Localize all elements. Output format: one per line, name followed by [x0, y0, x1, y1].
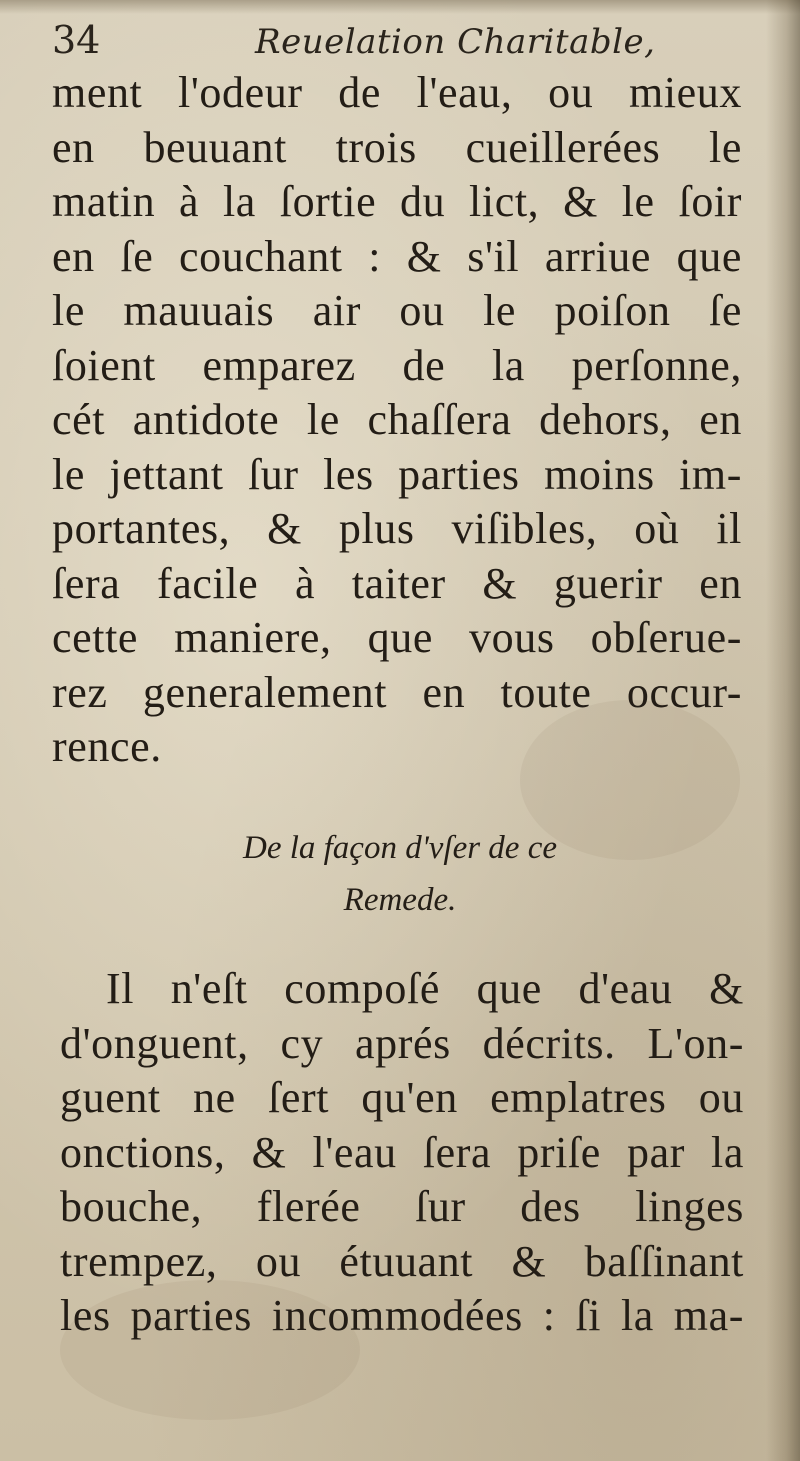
text-line: le mauuais air ou le poiſon ſe	[52, 286, 742, 335]
text-line: d'onguent, cy aprés décrits. L'on-	[60, 1018, 744, 1068]
running-head-title: Reuelation Charitable,	[255, 22, 656, 62]
running-head	[40, 16, 740, 66]
text-line: onctions, & l'eau ſera priſe par la	[60, 1127, 744, 1177]
page-top-shadow	[0, 0, 800, 14]
text-line: ment l'odeur de l'eau, ou mieux	[52, 68, 742, 117]
page-right-shadow	[766, 0, 800, 1461]
text-line: les parties incommodées : ſi la ma-	[60, 1291, 744, 1340]
text-line: Il n'eſt compoſé que d'eau &	[106, 964, 744, 1013]
section-heading	[120, 822, 680, 926]
section-heading-line: Remede.	[343, 882, 457, 918]
text-line: matin à la ſortie du lict, & le ſoir	[52, 177, 742, 226]
paragraph-1	[52, 66, 742, 775]
text-line: rez generalement en toute occur-	[52, 667, 742, 717]
text-line: en ſe couchant : & s'il arriue que	[52, 231, 742, 281]
text-line: ſoient emparez de la perſonne,	[52, 340, 742, 390]
text-line: ſera facile à taiter & guerir en	[52, 558, 742, 608]
text-line: guent ne ſert qu'en emplatres ou	[60, 1073, 744, 1122]
text-line: en beuuant trois cueillerées le	[52, 122, 742, 172]
text-line: portantes, & plus viſibles, où il	[52, 504, 742, 553]
paragraph-2	[60, 962, 744, 1344]
page-number: 34	[52, 18, 101, 62]
text-line: bouche, flerée ſur des linges	[60, 1182, 744, 1231]
text-line: cette maniere, que vous obſerue-	[52, 613, 742, 662]
text-line: le jettant ſur les parties moins im-	[52, 449, 742, 499]
text-line: trempez, ou étuuant & baſſinant	[60, 1236, 744, 1286]
text-line: cét antidote le chaſſera dehors, en	[52, 395, 742, 444]
section-heading-line: De la façon d'vſer de ce	[242, 830, 557, 866]
text-line: rence.	[52, 722, 162, 771]
